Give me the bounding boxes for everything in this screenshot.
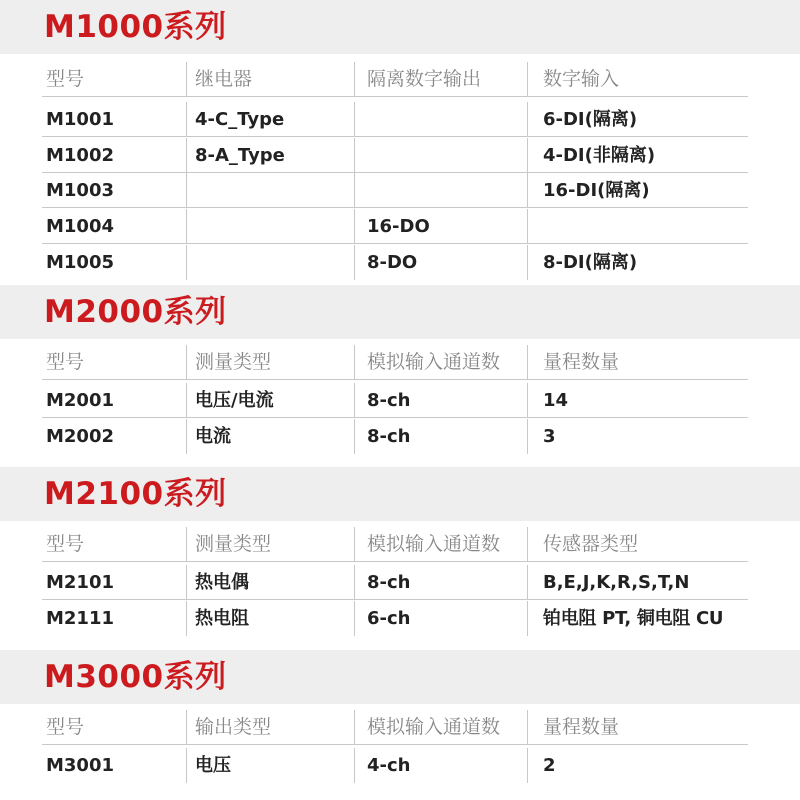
- header-cell: 数字输入: [527, 62, 748, 97]
- header-cell: 测量类型: [186, 345, 354, 380]
- table-cell: 电压/电流: [186, 383, 354, 418]
- table-cell: 热电阻: [186, 601, 354, 636]
- table-row: [42, 565, 748, 600]
- header-cell-model: 型号: [46, 716, 85, 738]
- table-row: [42, 383, 748, 418]
- table-header-row: [42, 527, 748, 562]
- section-title: M3000系列: [44, 659, 227, 695]
- header-cell: 模拟输入通道数: [354, 710, 527, 745]
- table-cell: [354, 138, 527, 173]
- table-row: [42, 245, 748, 280]
- table-cell: 电流: [186, 419, 354, 454]
- section-title: M1000系列: [44, 9, 227, 45]
- table-cell: 4-C_Type: [186, 102, 354, 137]
- section-header-m2100: [0, 467, 800, 521]
- table-cell: 16-DI(隔离): [527, 173, 748, 208]
- header-cell: 传感器类型: [527, 527, 748, 562]
- table-cell: [354, 173, 527, 208]
- header-cell: 继电器: [186, 62, 354, 97]
- table-cell: 8-ch: [354, 383, 527, 418]
- section-header-m1000: [0, 0, 800, 54]
- table-cell: 8-DI(隔离): [527, 245, 748, 280]
- table-row: [42, 138, 748, 173]
- table-cell: [186, 173, 354, 208]
- table-row: [42, 102, 748, 137]
- table-cell: 8-DO: [354, 245, 527, 280]
- table-cell: 热电偶: [186, 565, 354, 600]
- header-cell-model: 型号: [46, 351, 85, 373]
- section-header-m3000: [0, 650, 800, 704]
- model-cell: M1004: [46, 216, 115, 237]
- header-cell: 输出类型: [186, 710, 354, 745]
- table-cell: 16-DO: [354, 209, 527, 244]
- table-row: [42, 419, 748, 454]
- model-cell: M1001: [46, 109, 115, 130]
- table-cell: 14: [527, 383, 748, 418]
- table-cell: [527, 209, 748, 244]
- header-cell: 模拟输入通道数: [354, 345, 527, 380]
- table-cell: 2: [527, 748, 748, 783]
- table-header-row: [42, 710, 748, 745]
- table-row: [42, 748, 748, 783]
- table-cell: 8-ch: [354, 419, 527, 454]
- table-cell: 6-ch: [354, 601, 527, 636]
- section-title: M2000系列: [44, 294, 227, 330]
- model-cell: M1005: [46, 252, 115, 273]
- header-cell-model: 型号: [46, 68, 85, 90]
- header-cell: 测量类型: [186, 527, 354, 562]
- table-cell: 4-DI(非隔离): [527, 138, 748, 173]
- header-cell-model: 型号: [46, 533, 85, 555]
- table-row: [42, 209, 748, 244]
- header-cell: 隔离数字输出: [354, 62, 527, 97]
- header-cell: 量程数量: [527, 345, 748, 380]
- model-cell: M2002: [46, 426, 115, 447]
- table-row: [42, 601, 748, 636]
- table-cell: 4-ch: [354, 748, 527, 783]
- model-cell: M2111: [46, 608, 115, 629]
- section-title: M2100系列: [44, 476, 227, 512]
- table-row: [42, 173, 748, 208]
- table-cell: 8-A_Type: [186, 138, 354, 173]
- table-header-row: [42, 345, 748, 380]
- table-cell: 铂电阻 PT, 铜电阻 CU: [527, 601, 748, 636]
- table-cell: 8-ch: [354, 565, 527, 600]
- model-cell: M2001: [46, 390, 115, 411]
- model-cell: M2101: [46, 572, 115, 593]
- table-cell: [186, 245, 354, 280]
- model-cell: M3001: [46, 755, 115, 776]
- section-header-m2000: [0, 285, 800, 339]
- table-cell: [354, 102, 527, 137]
- table-cell: 6-DI(隔离): [527, 102, 748, 137]
- table-cell: [186, 209, 354, 244]
- table-header-row: [42, 62, 748, 97]
- header-cell: 量程数量: [527, 710, 748, 745]
- table-cell: B,E,J,K,R,S,T,N: [527, 565, 748, 600]
- model-cell: M1002: [46, 145, 115, 166]
- table-cell: 电压: [186, 748, 354, 783]
- model-cell: M1003: [46, 180, 115, 201]
- table-cell: 3: [527, 419, 748, 454]
- header-cell: 模拟输入通道数: [354, 527, 527, 562]
